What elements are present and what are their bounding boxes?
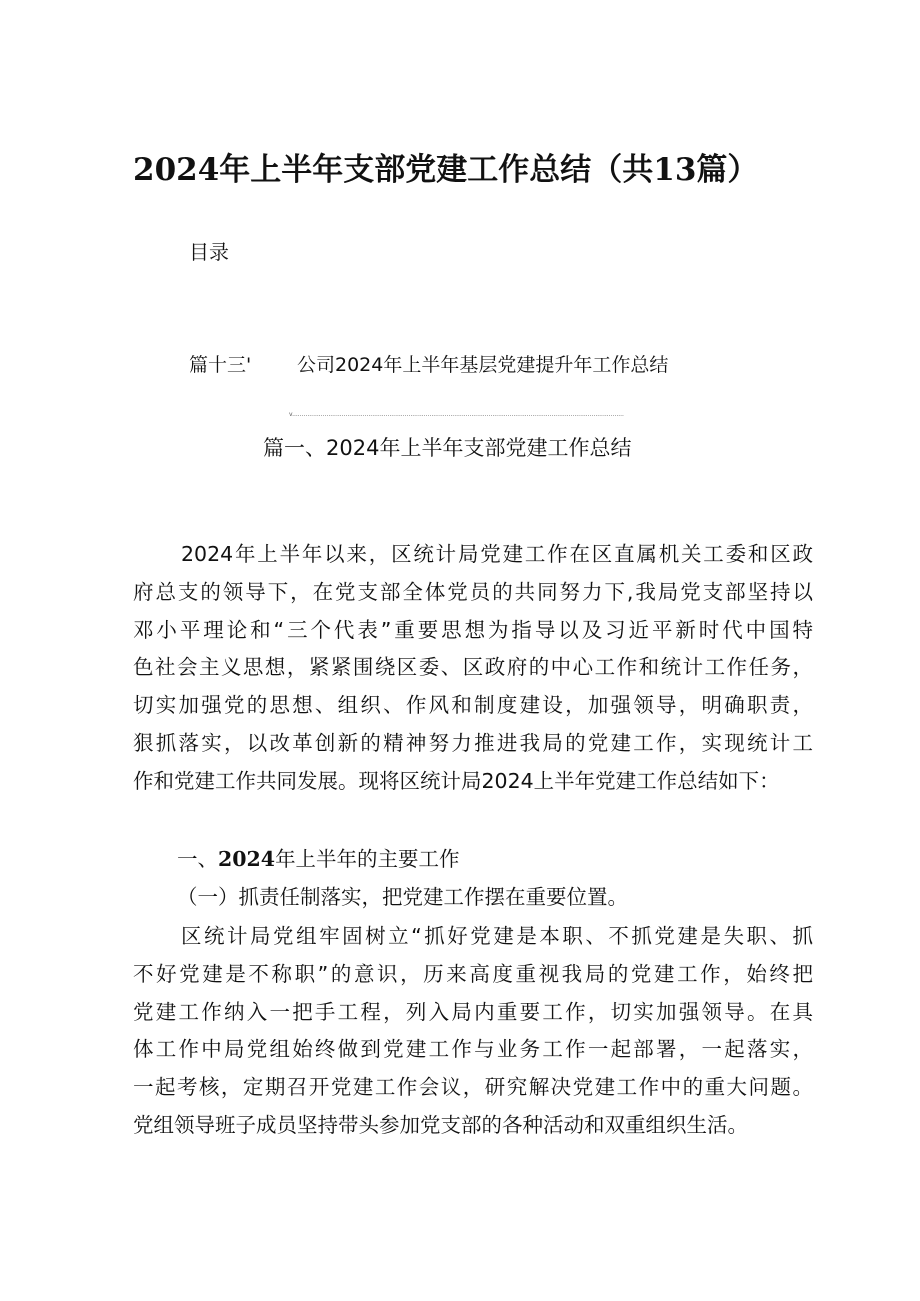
- paragraph-line: 不好党建是不称职”的意识，历来高度重视我局的党建工作，始终把: [133, 961, 813, 986]
- paragraph-line: 党组领导班子成员坚持带头参加党支部的各种活动和双重组织生活。: [133, 1112, 748, 1137]
- paragraph-line: 切实加强党的思想、组织、作风和制度建设，加强领导，明确职责，: [133, 693, 813, 718]
- paragraph-line: 色社会主义思想，紧紧围绕区委、区政府的中心工作和统计工作任务，: [133, 655, 813, 680]
- toc-entry-text: 公司2024年上半年基层党建提升年工作总结: [297, 354, 669, 376]
- paragraph-intro: [133, 536, 813, 801]
- toc-heading: 目录: [189, 240, 229, 264]
- section-title: 篇一、2024年上半年支部党建工作总结: [263, 436, 632, 460]
- paragraph-line: 狠抓落实，以改革创新的精神努力推进我局的党建工作，实现统计工: [133, 730, 813, 755]
- toc-entry-number: 篇十三': [189, 354, 252, 376]
- heading-level2: （一）抓责任制落实，把党建工作摆在重要位置。: [177, 885, 628, 909]
- heading-level1-year: 2024: [218, 847, 276, 871]
- heading-level1-prefix: 一、: [177, 847, 218, 871]
- paragraph-line: 一起考核，定期召开党建工作会议，研究解决党建工作中的重大问题。: [133, 1075, 813, 1100]
- paragraph-line: 体工作中局党组始终做到党建工作与业务工作一起部署，一起落实，: [133, 1037, 813, 1062]
- toc-leader-dots: v..............................................................................................................................................................................: [289, 412, 624, 418]
- paragraph-line: 党建工作纳入一把手工程，列入局内重要工作，切实加强领导。在具: [133, 999, 813, 1024]
- toc-entry[interactable]: [189, 350, 668, 377]
- paragraph-line: 作和党建工作共同发展。现将区统计局2024上半年党建工作总结如下：: [133, 768, 780, 793]
- paragraph-line: 2024年上半年以来，区统计局党建工作在区直属机关工委和区政: [181, 542, 813, 566]
- paragraph-line: 府总支的领导下，在党支部全体党员的共同努力下,我局党支部坚持以: [133, 579, 813, 604]
- paragraph-line: 邓小平理论和“三个代表”重要思想为指导以及习近平新时代中国特: [133, 617, 813, 642]
- document-title: 2024年上半年支部党建工作总结（共13篇）: [133, 152, 759, 188]
- paragraph-line: 区统计局党组牢固树立“抓好党建是本职、不抓党建是失职、抓: [181, 924, 813, 948]
- heading-level1-text: 年上半年的主要工作: [275, 847, 460, 871]
- paragraph-responsibility: [133, 918, 813, 1145]
- heading-level1: [177, 842, 460, 872]
